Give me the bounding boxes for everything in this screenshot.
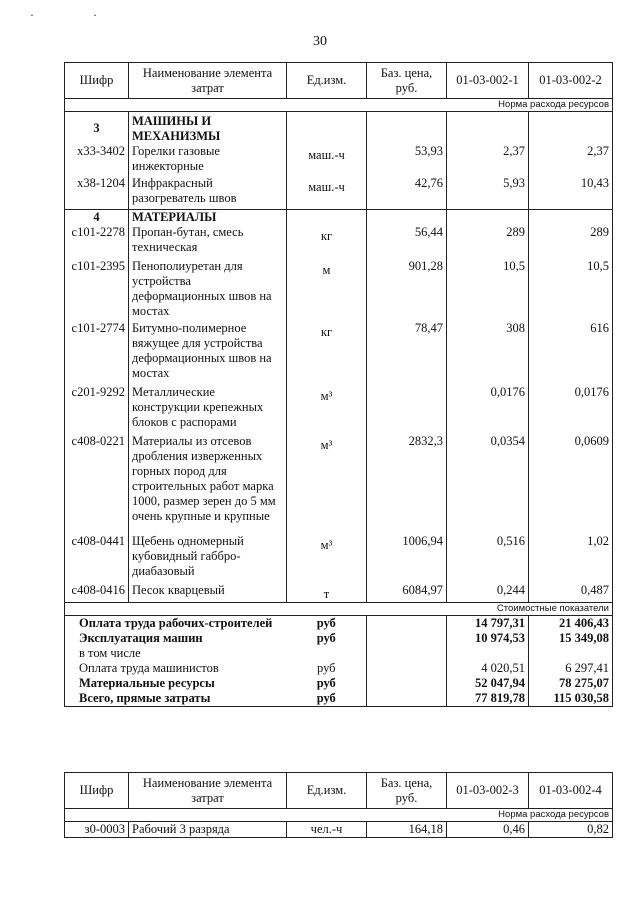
norm-banner-2-text: Норма расхода ресурсов <box>65 809 613 822</box>
item-row <box>65 385 613 430</box>
header-unit: Ед.изм. <box>287 63 367 99</box>
item-code: с101-2774 <box>65 321 129 381</box>
empty-cell <box>287 210 367 226</box>
row-spacer <box>65 524 613 534</box>
item-row <box>65 321 613 381</box>
item-value-2: 616 <box>529 321 613 381</box>
section-row <box>65 210 613 226</box>
header2-code: Шифр <box>65 773 129 809</box>
totals-value-1: 77 819,78 <box>447 691 529 707</box>
item-price: 2832,3 <box>367 434 447 524</box>
totals-row <box>65 661 613 676</box>
resource-table-2 <box>64 772 613 838</box>
item-name: Щебень одномерный кубовидный габбро-диабазовый <box>129 534 287 579</box>
header2-unit: Ед.изм. <box>287 773 367 809</box>
item-price: 53,93 <box>367 144 447 174</box>
item-unit: м³ <box>287 534 367 579</box>
totals-value-1: 14 797,31 <box>447 616 529 632</box>
item-value-1: 0,516 <box>447 534 529 579</box>
empty-cell <box>447 210 529 226</box>
totals-empty <box>367 691 447 707</box>
totals-empty <box>367 661 447 676</box>
item-unit: м³ <box>287 385 367 430</box>
item-price: 1006,94 <box>367 534 447 579</box>
section-row <box>65 114 613 144</box>
totals-empty <box>367 676 447 691</box>
totals-unit <box>287 646 367 661</box>
item-price: 56,44 <box>367 225 447 255</box>
totals-row <box>65 631 613 646</box>
item-row <box>65 225 613 255</box>
spacer-cell <box>367 524 447 534</box>
spacer-cell <box>287 524 367 534</box>
totals-value-2: 78 275,07 <box>529 676 613 691</box>
totals-unit: руб <box>287 691 367 707</box>
totals-value-2: 115 030,58 <box>529 691 613 707</box>
item-row <box>65 176 613 206</box>
empty-cell <box>529 114 613 144</box>
header-col1: 01-03-002-1 <box>447 63 529 99</box>
resource-table <box>64 62 613 707</box>
section-number: 3 <box>65 114 129 144</box>
header2-col2: 01-03-002-4 <box>529 773 613 809</box>
item-unit: чел.-ч <box>287 822 367 838</box>
norm-banner <box>65 99 613 112</box>
item-value-2: 1,02 <box>529 534 613 579</box>
item-code: с408-0221 <box>65 434 129 524</box>
totals-label: Всего, прямые затраты <box>65 691 287 707</box>
item-unit: маш.-ч <box>287 176 367 206</box>
item-value-2: 289 <box>529 225 613 255</box>
item-code: з0-0003 <box>65 822 129 838</box>
item-unit: м <box>287 259 367 319</box>
header2-price: Баз. цена, руб. <box>367 773 447 809</box>
item-code: с101-2395 <box>65 259 129 319</box>
totals-value-1: 10 974,53 <box>447 631 529 646</box>
item-name: Рабочий 3 разряда <box>129 822 287 838</box>
empty-cell <box>447 114 529 144</box>
section-title: МАТЕРИАЛЫ <box>129 210 287 226</box>
item-unit: т <box>287 583 367 603</box>
section-number: 4 <box>65 210 129 226</box>
norm-banner-2 <box>65 809 613 822</box>
totals-unit: руб <box>287 661 367 676</box>
header-name: Наименование элемента затрат <box>129 63 287 99</box>
item-row <box>65 144 613 174</box>
item-price: 6084,97 <box>367 583 447 603</box>
spacer-cell <box>447 524 529 534</box>
item-price: 164,18 <box>367 822 447 838</box>
totals-row <box>65 616 613 632</box>
item-value-1: 5,93 <box>447 176 529 206</box>
cost-banner <box>65 603 613 616</box>
item-name: Инфракрасный разогреватель швов <box>129 176 287 206</box>
item-value-1: 0,0354 <box>447 434 529 524</box>
totals-empty <box>367 631 447 646</box>
totals-value-2: 15 349,08 <box>529 631 613 646</box>
empty-cell <box>367 114 447 144</box>
totals-row <box>65 676 613 691</box>
item-unit: м³ <box>287 434 367 524</box>
totals-empty <box>367 616 447 632</box>
totals-unit: руб <box>287 631 367 646</box>
item-name: Песок кварцевый <box>129 583 287 603</box>
item-code: с408-0416 <box>65 583 129 603</box>
section-title: МАШИНЫ И МЕХАНИЗМЫ <box>129 114 287 144</box>
table-header-2 <box>65 773 613 809</box>
totals-label: Оплата труда рабочих-строителей <box>65 616 287 632</box>
totals-label: Эксплуатация машин <box>65 631 287 646</box>
empty-cell <box>287 114 367 144</box>
empty-cell <box>529 210 613 226</box>
item-value-1: 0,244 <box>447 583 529 603</box>
item-value-1: 0,0176 <box>447 385 529 430</box>
header-code: Шифр <box>65 63 129 99</box>
item-unit: кг <box>287 321 367 381</box>
totals-label: в том числе <box>65 646 287 661</box>
totals-unit: руб <box>287 616 367 632</box>
item-name: Материалы из отсевов дробления изверженных горных пород для строительных работ марка 1000, размер зерен до 5 мм очень крупные и крупные <box>129 434 287 524</box>
item-code: х33-3402 <box>65 144 129 174</box>
table-header <box>65 63 613 99</box>
item-price: 42,76 <box>367 176 447 206</box>
spacer-cell <box>65 524 129 534</box>
item-name: Пенополиуретан для устройства деформационных швов на мостах <box>129 259 287 319</box>
spacer-cell <box>129 524 287 534</box>
item-name: Битумно-полимерное вяжущее для устройства деформационных швов на мостах <box>129 321 287 381</box>
item-name: Пропан-бутан, смесь техническая <box>129 225 287 255</box>
item-value-1: 2,37 <box>447 144 529 174</box>
page-number: 30 <box>313 34 327 49</box>
item-price <box>367 385 447 430</box>
totals-value-1 <box>447 646 529 661</box>
totals-value-1: 4 020,51 <box>447 661 529 676</box>
totals-value-1: 52 047,94 <box>447 676 529 691</box>
item-code: с201-9292 <box>65 385 129 430</box>
item-row <box>65 434 613 524</box>
header-price: Баз. цена, руб. <box>367 63 447 99</box>
totals-value-2: 6 297,41 <box>529 661 613 676</box>
totals-empty <box>367 646 447 661</box>
item-value-1: 289 <box>447 225 529 255</box>
item-value-2: 0,487 <box>529 583 613 603</box>
header2-col1: 01-03-002-3 <box>447 773 529 809</box>
item-name: Горелки газовые инжекторные <box>129 144 287 174</box>
item-value-1: 10,5 <box>447 259 529 319</box>
cost-banner-text: Стоимостные показатели <box>65 603 613 616</box>
spacer-cell <box>529 524 613 534</box>
item-row <box>65 583 613 603</box>
totals-unit: руб <box>287 676 367 691</box>
item-row <box>65 822 613 838</box>
totals-label: Оплата труда машинистов <box>65 661 287 676</box>
header2-name: Наименование элемента затрат <box>129 773 287 809</box>
empty-cell <box>367 210 447 226</box>
item-value-2: 0,82 <box>529 822 613 838</box>
totals-row <box>65 691 613 707</box>
item-price: 901,28 <box>367 259 447 319</box>
item-price: 78,47 <box>367 321 447 381</box>
item-value-2: 10,5 <box>529 259 613 319</box>
norm-banner-text: Норма расхода ресурсов <box>65 99 613 112</box>
item-value-1: 0,46 <box>447 822 529 838</box>
item-code: с101-2278 <box>65 225 129 255</box>
item-value-2: 0,0176 <box>529 385 613 430</box>
item-code: х38-1204 <box>65 176 129 206</box>
item-code: с408-0441 <box>65 534 129 579</box>
totals-value-2: 21 406,43 <box>529 616 613 632</box>
header-col2: 01-03-002-2 <box>529 63 613 99</box>
item-value-2: 10,43 <box>529 176 613 206</box>
item-value-2: 0,0609 <box>529 434 613 524</box>
item-name: Металлические конструкции крепежных блоков с распорами <box>129 385 287 430</box>
item-value-1: 308 <box>447 321 529 381</box>
item-unit: маш.-ч <box>287 144 367 174</box>
item-row <box>65 259 613 319</box>
item-value-2: 2,37 <box>529 144 613 174</box>
item-unit: кг <box>287 225 367 255</box>
scan-marks: · · <box>30 8 125 22</box>
totals-row <box>65 646 613 661</box>
item-row <box>65 534 613 579</box>
totals-value-2 <box>529 646 613 661</box>
totals-label: Материальные ресурсы <box>65 676 287 691</box>
